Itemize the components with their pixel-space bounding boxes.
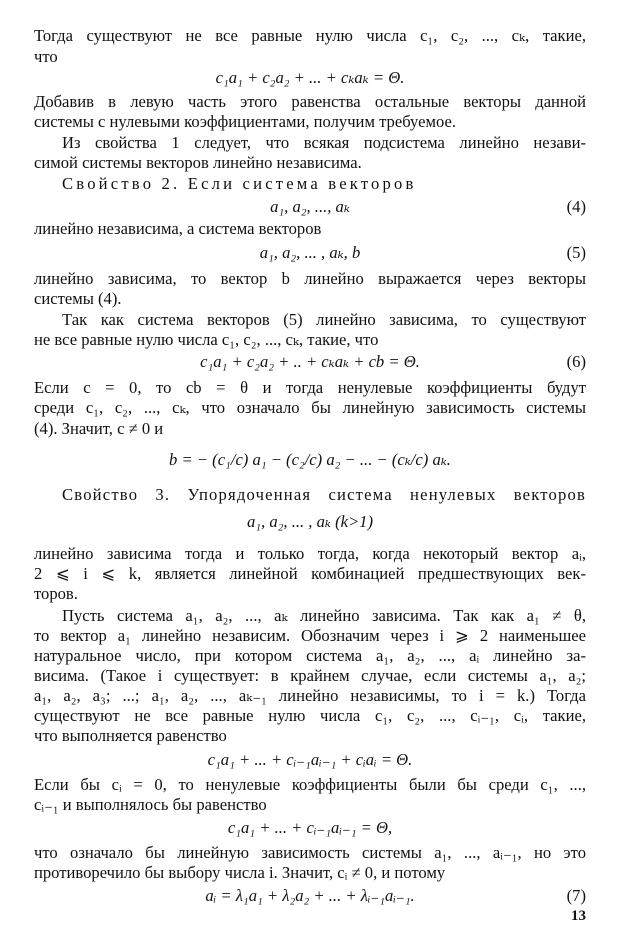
text-line: Из свойства 1 следует, что всякая подсистема линейно незави- [62, 133, 586, 152]
equation: b = − (c₁/c) a₁ − (c₂/c) a₂ − ... − (cₖ/c) aₖ. [169, 450, 451, 469]
text-line: Если c = 0, то cb = θ и тогда ненулевые коэффициенты будут [34, 378, 586, 397]
equation-number: (7) [566, 886, 586, 905]
text-line: не все равные нулю числа c₁, c₂, ..., cₖ, такие, что [34, 330, 379, 349]
equation-number: (4) [566, 197, 586, 216]
text-line: Добавив в левую часть этого равенства остальные векторы данной [34, 92, 586, 111]
text-line: (4). Значит, c ≠ 0 и [34, 419, 164, 438]
equation: a₁, a₂, ... , aₖ, b [259, 243, 361, 262]
text-line: линейно зависима тогда и только тогда, когда некоторый вектор aᵢ, [34, 544, 586, 563]
equation: c₁a₁ + c₂a₂ + ... + cₖaₖ = Θ. [215, 68, 405, 87]
text-line: a₁, a₂, a₃; ...; a₁, a₂, ..., aₖ₋₁ линейно независимы, то i = k.) Тогда [34, 686, 586, 705]
text-line: cᵢ₋₁ и выполнялось бы равенство [34, 795, 267, 814]
text-line: то вектор a₁ линейно независим. Обозначим через i ⩾ 2 наименьшее [34, 626, 586, 645]
text-line: существуют не все равные нулю числа c₁, c₂, ..., cᵢ₋₁, cᵢ, такие, [34, 706, 586, 725]
equation: aᵢ = λ₁a₁ + λ₂a₂ + ... + λᵢ₋₁aᵢ₋₁. [205, 886, 415, 905]
text-line: среди c₁, c₂, ..., cₖ, что означало бы линейную зависимость системы [34, 398, 586, 417]
text-line: торов. [34, 584, 78, 603]
text-line: системы с нулевыми коэффициентами, получим требуемое. [34, 112, 456, 131]
equation: c₁a₁ + ... + cᵢ₋₁aᵢ₋₁ + cᵢaᵢ = Θ. [207, 750, 413, 769]
equation-number: (5) [566, 243, 586, 262]
equation-number: (6) [566, 352, 586, 371]
text-line: висима. (Такое i существует: в крайнем случае, если системы a₁, a₂; [34, 666, 586, 685]
text-line: Свойство 3. Упорядоченная система ненулевых векторов [62, 485, 586, 504]
text-line: Свойство 2. Если система векторов [62, 174, 417, 193]
page-number: 13 [571, 908, 586, 924]
text-line: что выполняется равенство [34, 726, 227, 745]
equation: a₁, a₂, ... , aₖ (k>1) [246, 512, 374, 531]
text-line: линейно зависима, то вектор b линейно выражается через векторы [34, 269, 586, 288]
text-line: что [34, 47, 58, 66]
text-line: Так как система векторов (5) линейно зависима, то существуют [62, 310, 586, 329]
text-line: системы (4). [34, 289, 122, 308]
text-line: противоречило бы выбору числа i. Значит, cᵢ ≠ 0, и потому [34, 863, 446, 882]
text-line: Если бы cᵢ = 0, то ненулевые коэффициенты были бы среди c₁, ..., [34, 775, 586, 794]
text-line: линейно независима, а система векторов [34, 219, 322, 238]
equation: a₁, a₂, ..., aₖ [270, 197, 350, 216]
text-line: симой системы векторов линейно независима. [34, 153, 362, 172]
text-line: что означало бы линейную зависимость системы a₁, ..., aᵢ₋₁, но это [34, 843, 586, 862]
equation: c₁a₁ + ... + cᵢ₋₁aᵢ₋₁ = Θ, [227, 818, 393, 837]
text-line: Пусть система a₁, a₂, ..., aₖ линейно зависима. Так как a₁ ≠ θ, [62, 606, 586, 625]
equation: c₁a₁ + c₂a₂ + .. + cₖaₖ + cb = Θ. [200, 352, 420, 371]
text-line: 2 ⩽ i ⩽ k, является линейной комбинацией предшествующих век- [34, 564, 586, 583]
text-line: Тогда существуют не все равные нулю числа c₁, c₂, ..., cₖ, такие, [34, 26, 586, 45]
text-line: натуральное число, при котором система a₁, a₂, ..., aᵢ линейно за- [34, 646, 586, 665]
